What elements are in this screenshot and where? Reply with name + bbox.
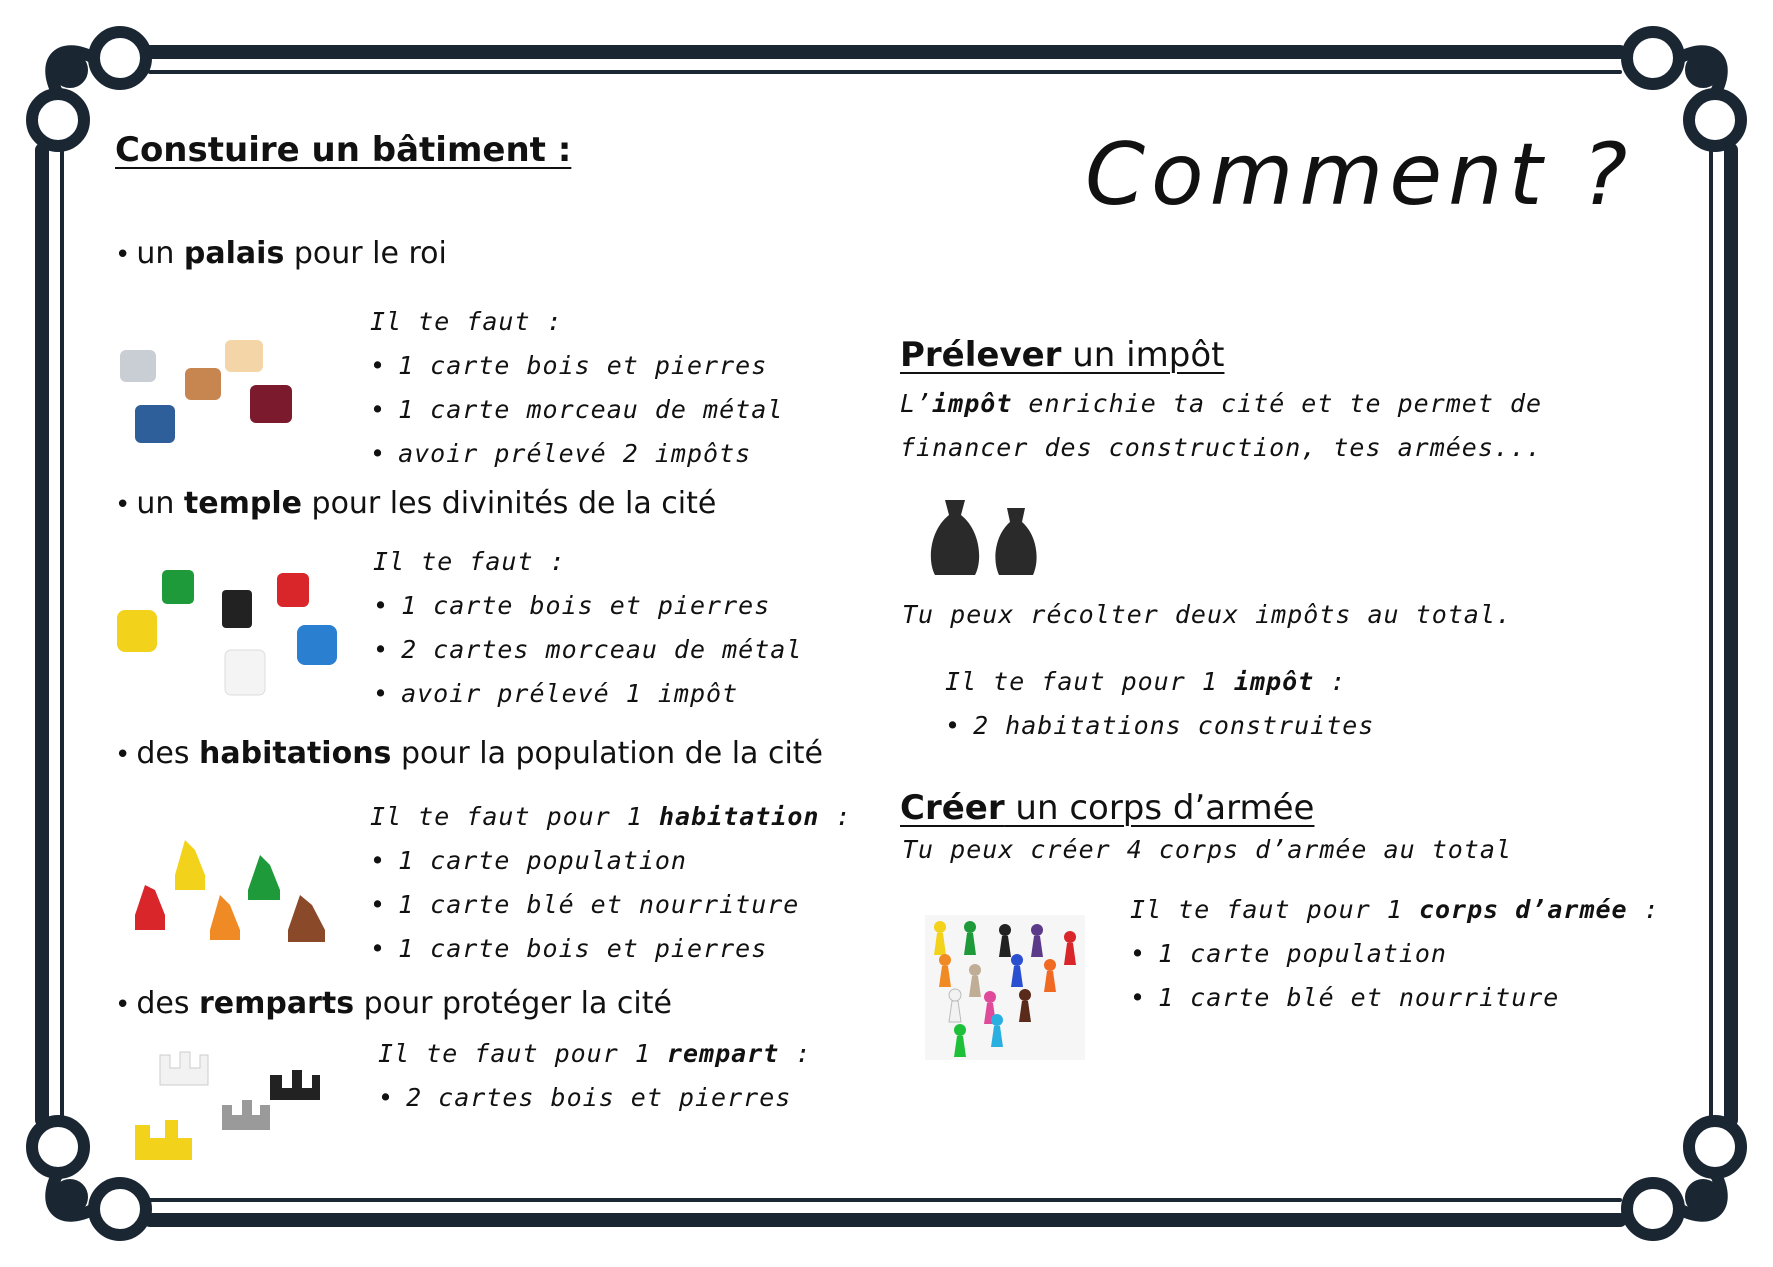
requirements-palais [370,300,783,476]
requirement-item: • avoir prélevé 1 impôt [373,672,802,716]
requirements-habitations [370,795,852,971]
requirement-title: Il te faut : [370,307,563,336]
corner-ornament-tr [1627,32,1741,146]
requirements-impot [945,660,1374,748]
requirement-item: • 2 cartes bois et pierres [378,1076,811,1120]
rempart-pieces-image [130,1040,330,1165]
requirement-item: • 1 carte blé et nourriture [370,883,852,927]
requirement-item: • 1 carte bois et pierres [373,584,802,628]
requirement-item: • 1 carte population [370,839,852,883]
requirements-remparts [378,1032,811,1120]
section-heading-armee: Créer un corps d’armée [900,788,1315,828]
section-heading-impot: Prélever un impôt [900,335,1225,375]
habitation-pieces-image [130,830,335,945]
page-title: Comment ? [1085,125,1634,225]
requirement-item: • 1 carte population [1130,932,1660,976]
building-title-remparts: • des remparts pour protéger la cité [115,986,672,1021]
requirement-item: • 1 carte blé et nourriture [1130,976,1660,1020]
palais-pieces-image [115,330,305,455]
impot-bags-image [925,490,1060,580]
section-heading-construire [115,130,571,170]
requirement-title: Il te faut pour 1 habitation : [370,802,852,831]
corner-ornament-br [1627,1121,1741,1235]
building-title-palais: • un palais pour le roi [115,236,447,271]
heading-bold: Constuire un bâtiment : [115,130,572,170]
requirements-armee [1130,888,1660,1020]
building-title-habitations: • des habitations pour la population de la cité [115,736,824,771]
impot-intro: L’impôt enrichie ta cité et te permet de financer des construction, tes armées... [900,389,1543,462]
corner-ornament-tl [32,32,146,146]
requirement-title: Il te faut : [373,547,566,576]
corner-ornament-bl [32,1121,146,1235]
armee-total: Tu peux créer 4 corps d’armée au total [902,835,1512,864]
requirement-title: Il te faut pour 1 rempart : [378,1039,812,1068]
requirement-title: Il te faut pour 1 impôt : [945,667,1347,696]
requirement-title: Il te faut pour 1 corps d’armée : [1130,895,1660,924]
requirement-item: • 1 carte bois et pierres [370,344,783,388]
requirement-item: • 2 cartes morceau de métal [373,628,802,672]
building-title-temple: • un temple pour les divinités de la cité [115,486,717,521]
requirement-item: • 1 carte bois et pierres [370,927,852,971]
requirement-item: • 2 habitations construites [945,704,1374,748]
requirement-item: • avoir prélevé 2 impôts [370,432,783,476]
temple-pieces-image [112,565,347,700]
impot-total: Tu peux récolter deux impôts au total. [902,600,1512,629]
armee-pawns-image [925,915,1085,1060]
requirements-temple [373,540,802,716]
requirement-item: • 1 carte morceau de métal [370,388,783,432]
